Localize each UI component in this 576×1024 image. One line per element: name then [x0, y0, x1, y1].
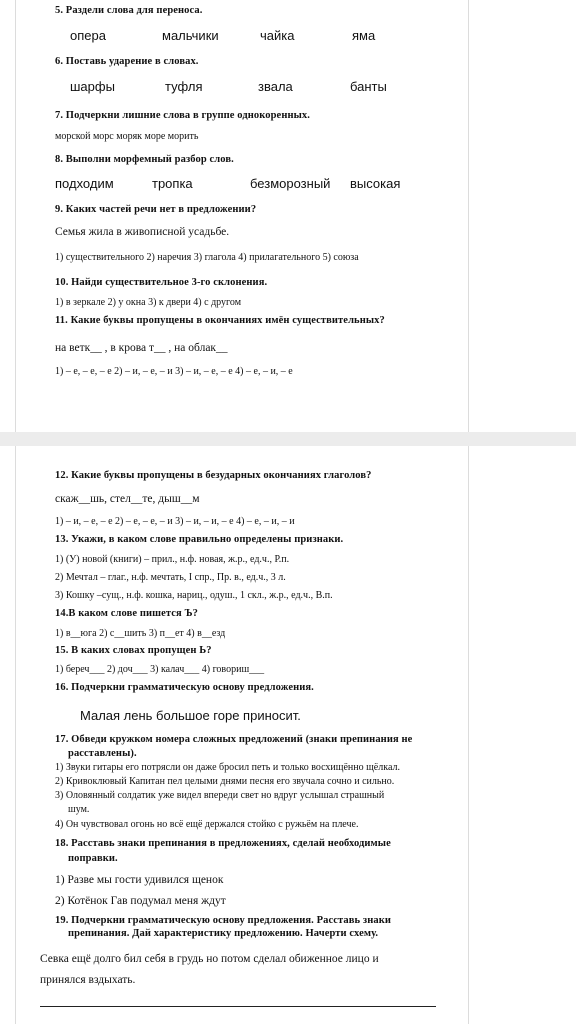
q8-word-1: подходим	[55, 176, 114, 191]
q14-title: 14.В каком слове пишется Ъ?	[55, 608, 198, 619]
q10-options: 1) в зеркале 2) у окна 3) к двери 4) с другом	[55, 297, 242, 308]
q13-title: 13. Укажи, в каком слове правильно определены признаки.	[55, 534, 344, 545]
q5-word-2: мальчики	[162, 28, 219, 43]
q18-option-1: 1) Разве мы гости удивился щенок	[55, 874, 224, 886]
q19-sentence-line-2: принялся вздыхать.	[40, 974, 136, 986]
q16-title: 16. Подчеркни грамматическую основу предложения.	[55, 682, 314, 693]
q19-title-line-1: 19. Подчеркни грамматическую основу предложения. Расставь знаки	[55, 915, 392, 926]
q13-option-1: 1) (У) новой (книги) – прил., н.ф. новая, ж.р., ед.ч., Р.п.	[55, 554, 290, 565]
q17-title-line-1: 17. Обведи кружком номера сложных предложений (знаки препинания не	[55, 734, 413, 745]
q19-title-line-2: препинания. Дай характеристику предложению. Начерти схему.	[68, 928, 379, 939]
q8-word-3: безморозный	[250, 176, 331, 191]
q10-title: 10. Найди существительное 3-го склонения.	[55, 277, 268, 288]
q15-options: 1) береч___ 2) доч___ 3) калач___ 4) говориш___	[55, 664, 265, 675]
q6-title: 6. Поставь ударение в словах.	[55, 56, 199, 67]
q7-title: 7. Подчеркни лишние слова в группе однокоренных.	[55, 110, 310, 121]
q17-title-line-2: расставлены).	[68, 748, 137, 759]
q15-title: 15. В каких словах пропущен Ь?	[55, 645, 212, 656]
page-gap	[0, 432, 576, 446]
q8-title: 8. Выполни морфемный разбор слов.	[55, 154, 234, 165]
q19-sentence-line-1: Севка ещё долго бил себя в грудь но потом сделал обиженное лицо и	[40, 953, 379, 965]
q9-sentence: Семья жила в живописной усадьбе.	[55, 226, 230, 238]
q9-title: 9. Каких частей речи нет в предложении?	[55, 204, 257, 215]
q17-option-2: 2) Кривоклювый Капитан пел целыми днями песня его звучала сочно и сильно.	[55, 776, 395, 787]
q5-title: 5. Раздели слова для переноса.	[55, 5, 203, 16]
q12-options: 1) – и, – е, – е 2) – е, – е, – и 3) – и, – и, – е 4) – е, – и, – и	[55, 516, 295, 527]
q11-title: 11. Какие буквы пропущены в окончаниях имён существительных?	[55, 315, 385, 326]
q6-word-3: звала	[258, 79, 293, 94]
q8-word-2: тропка	[152, 176, 193, 191]
q17-option-3-cont: шум.	[68, 804, 90, 815]
q6-word-1: шарфы	[70, 79, 115, 94]
q18-title-line-1: 18. Расставь знаки препинания в предложениях, сделай необходимые	[55, 838, 391, 849]
q9-options: 1) существительного 2) наречия 3) глагола 4) прилагательного 5) союза	[55, 252, 359, 263]
q11-options: 1) – е, – е, – е 2) – и, – е, – и 3) – и, – е, – е 4) – е, – и, – е	[55, 366, 293, 377]
q18-option-2: 2) Котёнок Гав подумал меня ждут	[55, 895, 226, 907]
q13-option-2: 2) Мечтал – глаг., н.ф. мечтать, I спр., Пр. в., ед.ч., 3 л.	[55, 572, 286, 583]
q12-title: 12. Какие буквы пропущены в безударных окончаниях глаголов?	[55, 470, 372, 481]
q14-options: 1) в__юга 2) с__шить 3) п__ет 4) в__езд	[55, 628, 226, 639]
q17-option-3: 3) Оловянный солдатик уже видел впереди свет но вдруг услышал страшный	[55, 790, 385, 801]
q5-word-4: яма	[352, 28, 376, 43]
q12-text: скаж__шь, стел__те, дыш__м	[55, 493, 200, 505]
q11-text: на ветк__ , в крова т__ , на облак__	[55, 342, 228, 354]
q6-word-2: туфля	[165, 79, 203, 94]
q8-word-4: высокая	[350, 176, 401, 191]
q5-word-1: опера	[70, 28, 106, 43]
q7-words: морской морс моряк море морить	[55, 131, 199, 142]
answer-line	[40, 1006, 436, 1007]
q17-option-1: 1) Звуки гитары его потрясли он даже бросил петь и только восхищённо щёлкал.	[55, 762, 400, 773]
q13-option-3: 3) Кошку –сущ., н.ф. кошка, нариц., одуш., 1 скл., ж.р., ед.ч., В.п.	[55, 590, 333, 601]
q17-option-4: 4) Он чувствовал огонь но всё ещё держался стойко с ружьём на плече.	[55, 819, 359, 830]
q16-sentence: Малая лень большое горе приносит.	[80, 708, 301, 723]
q6-word-4: банты	[350, 79, 387, 94]
q18-title-line-2: поправки.	[68, 853, 118, 864]
q5-word-3: чайка	[260, 28, 295, 43]
